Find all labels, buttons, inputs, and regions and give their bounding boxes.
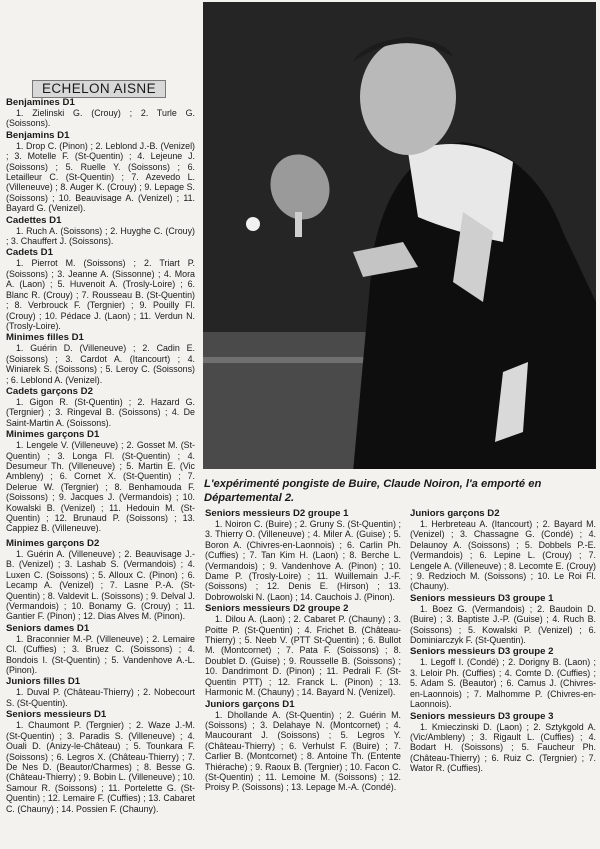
section-results: 1. Chaumont P. (Tergnier) ; 2. Waze J.-M. (St-Quentin) ; 3. Paradis S. (Villeneuve) ; 4. Ouali D. (Anizy-le-Château) ; 5. Tounkara F. (Soissons) ; 6. Legros X. (Château-Thierry) ; 7. De Nes D. (Beautor/Charmes) ; 8. Besse G. (Château-Thierry) ; 9. Bobin L. (Villeneuve) ; 10. Samour R. (Soissons) ; 11. Portelette G. (St-Quentin) ; 12. Lemaire F. (Cuffies) ; 13. Cabaret C. (Chauny) ; 14. Possien F. (Chauny).	[6, 720, 195, 814]
section-heading: Minimes filles D1	[6, 332, 84, 344]
section-results: 1. Guérin D. (Villeneuve) ; 2. Cadin E. (Soissons) ; 3. Cardot A. (Itancourt) ; 4. Winiarek S. (Soissons) ; 5. Leroy C. (Soissons) ; 6. Leblond A. (Venizel).	[6, 343, 195, 385]
section-heading: Seniors messieurs D2 groupe 2	[205, 603, 349, 615]
section-results: 1. Legoff I. (Condé) ; 2. Dorigny B. (Laon) ; 3. Leloir Ph. (Cuffies) ; 4. Comte D. (Cuffies) ; 5. Adam S. (Beautor) ; 6. Camus J. (Chivres-en-Laonnois) ; 7. Malhomme P. (Chivres-en-Laonnois).	[410, 657, 596, 710]
section-results: 1. Ruch A. (Soissons) ; 2. Huyghe C. (Crouy) ; 3. Chauffert J. (Soissons).	[6, 225, 195, 247]
section-results: 1. Dilou A. (Laon) ; 2. Cabaret P. (Chauny) ; 3. Poitte P. (St-Quentin) ; 4. Frichet B. (Château-Thierry) ; 5. Neeb V. (PTT St-Quentin) ; 6. Bullot M. (Montcornet) ; 7. Pata F. (Soissons) ; 8. Doublet D. (Guise) ; 9. Rousselle B. (Soissons) ; 10. Dandrimont D. (Pinon) ; 11. Pedrali F. (St-Quentin PTT) ; 12. Franck L. (Pinon) ; 13. Harmonic M. (Chauny) ; 14. Bayard N. (Venizel).	[205, 614, 401, 698]
player-photo-illustration	[203, 2, 596, 469]
section-results: 1. Herbreteau A. (Itancourt) ; 2. Bayard M. (Venizel) ; 3. Chassagne G. (Condé) ; 4. Delaunoy A. (Soissons) ; 5. Dobbels P.-E. (Vermandois) ; 6. Lepine L. (Crouy) ; 7. Lengele A. (Villeneuve) ; 8. Lecomte E. (Crouy) ; 9. Redzioch M. (Soissons) ; 10. Le Roi Fl. (Chauny).	[410, 519, 596, 592]
section-heading: Juniors garçons D1	[205, 698, 295, 710]
section-heading: Benjamines D1	[6, 97, 75, 108]
section-heading: Cadets garçons D2	[6, 385, 93, 397]
section-heading: Cadettes D1	[6, 214, 62, 226]
section-heading: Juniors garçons D2	[410, 508, 500, 519]
photo-table-tennis-player	[203, 2, 596, 469]
section-results: 1. Guérin A. (Villeneuve) ; 2. Beauvisage J.-B. (Venizel) ; 3. Lashab S. (Vermandois) ; 4. Luxen C. (Soissons) ; 5. Alloux C. (Pinon) ; 6. Lecamp A. (Venizel) ; 7. Lasne P.-A. (St-Quentin) ; 8. Valdevit L. (Soissons) ; 9. Delval J. (Vermandois) ; 10. Bonamy G. (Crouy) ; 11. Gantier F. (Pinon) ; 12. Dias Alves M. (Pinon).	[6, 549, 195, 622]
section-heading: Seniors dames D1	[6, 622, 90, 634]
section-results: 1. Pierrot M. (Soissons) ; 2. Triart P. (Soissons) ; 3. Jeanne A. (Sissonne) ; 4. Mora A. (Laon) ; 5. Huvenoit A. (Trosly-Loire) ; 6. Blanc R. (Crouy) ; 7. Rousseau B. (St-Quentin) ; 8. Verbrouck F. (Tergnier) ; 9. Pouilly Fl. (Crouy) ; 10. Pédace J. (Laon) ; 11. Verdun N. (Trosly-Loire).	[6, 258, 195, 331]
section-results: 1. Boez G. (Vermandois) ; 2. Baudoin D. (Buire) ; 3. Baptiste J.-P. (Guise) ; 4. Ruch B. (Soissons) ; 5. Kowalski P. (Venizel) ; 6. Dominiarczyk F. (St-Quentin).	[410, 603, 596, 646]
section-heading: Seniors messieurs D3 groupe 1	[410, 592, 554, 604]
section-results: 1. Gigon R. (St-Quentin) ; 2. Hazard G. (Tergnier) ; 3. Ringeval B. (Soissons) ; 4. De Saint-Martin A. (Soissons).	[6, 396, 195, 428]
section-results: 1. Duval P. (Château-Thierry) ; 2. Nobecourt S. (St-Quentin).	[6, 687, 195, 708]
section-heading: Seniors messieurs D3 groupe 2	[410, 646, 554, 658]
page-title: ECHELON AISNE	[32, 80, 166, 98]
section-results: 1. Zielinski G. (Crouy) ; 2. Turle G. (Soissons).	[6, 108, 195, 129]
section-results: 1. Drop C. (Pinon) ; 2. Leblond J.-B. (Venizel) ; 3. Motelle F. (St-Quentin) ; 4. Lejeune J. (Soissons) ; 5. Ruelle Y. (Soissons) ; 6. Letailleur C. (St-Quentin) ; 7. Azevedo L. (Villeneuve) ; 8. Auger K. (Crouy) ; 9. Lepage S. (Soissons) ; 10. Beauvisage A. (Venizel) ; 11. Bayard G. (Venizel).	[6, 140, 195, 214]
section-heading: Seniors messieurs D3 groupe 3	[410, 710, 554, 722]
section-heading: Seniors messieurs D1	[6, 709, 107, 721]
results-column-3	[205, 507, 401, 793]
section-heading: Minimes garçons D1	[6, 429, 100, 441]
section-results: 1. Noiron C. (Buire) ; 2. Gruny S. (St-Quentin) ; 3. Thierry O. (Villeneuve) ; 4. Miler A. (Guise) ; 5. Boron A. (Chivres-en-Laonnois) ; 6. Carlin Ph. (Cuffies) ; 7. Tan Kim H. (Laon) ; 8. Berche L. (Vermandois) ; 9. Vandenhove A. (Pinon) ; 10. Dame P. (Trosly-Loire) ; 11. Wuillemain J.-F. (Soissons) ; 12. Denis E. (Hirson) ; 13. Dobrowolski N. (Laon) ; 14. Cauchois J. (Pinon).	[205, 519, 401, 602]
results-column-4	[410, 507, 596, 774]
section-heading: Seniors messieurs D2 groupe 1	[205, 508, 349, 519]
section-results: 1. Braconnier M.-P. (Villeneuve) ; 2. Lemaire Cl. (Cuffies) ; 3. Bruez C. (Soissons) ; 4. Bondois I. (St-Quentin) ; 5. Vandenhove A.-L. (Pinon).	[6, 633, 195, 676]
section-results: 1. Lengele V. (Villeneuve) ; 2. Gosset M. (St-Quentin) ; 3. Longa Fl. (St-Quentin) ; 4. Desumeur Th. (Villeneuve) ; 5. Martin E. (Vic Ambleny) ; 6. Cornet X. (St-Quentin) ; 7. Delerue W. (Tergnier) ; 8. Benhamouda F. (Soissons) ; 9. Jacques J. (Vermandois) ; 10. Kowalski B. (Venizel) ; 11. Hedouin M. (St-Quentin) ; 12. Brunaud P. (Soissons) ; 13. Cappiez B. (Villeneuve).	[6, 440, 195, 534]
photo-caption: L'expérimenté pongiste de Buire, Claude Noiron, l'a emporté en Départemental 2.	[204, 478, 542, 504]
section-results: 1. Dhollande A. (St-Quentin) ; 2. Guérin M. (Soissons) ; 3. Delahaye N. (Montcornet) ; 4. Maucourant J. (Soissons) ; 5. Legros Y. (Château-Thierry) ; 6. Verhulst F. (Buire) ; 7. Carlier B. (Montcornet) ; 8. Antoine Th. (Entente Thiérache) ; 9. Raoux B. (Tergnier) ; 10. Facon C. (St-Quentin) ; 11. Lemoine M. (Soissons) ; 12. Proisy P. (Soissons) ; 13. Lepage M.-A. (Condé).	[205, 709, 401, 793]
section-heading: Juniors filles D1	[6, 676, 81, 688]
section-results: 1. Kmieczinski D. (Laon) ; 2. Sztykgold A. (Vic/Ambleny) ; 3. Rigault L. (Cuffies) ; 4. Bodart H. (Soissons) ; 5. Faucheur Ph. (Château-Thierry) ; 6. Ruiz C. (Tergnier) ; 7. Wator R. (Cuffies).	[410, 721, 596, 774]
results-column-1	[6, 96, 195, 534]
results-column-2	[6, 537, 195, 814]
section-heading: Minimes garçons D2	[6, 538, 100, 549]
section-heading: Cadets D1	[6, 247, 53, 259]
section-heading: Benjamins D1	[6, 129, 70, 141]
